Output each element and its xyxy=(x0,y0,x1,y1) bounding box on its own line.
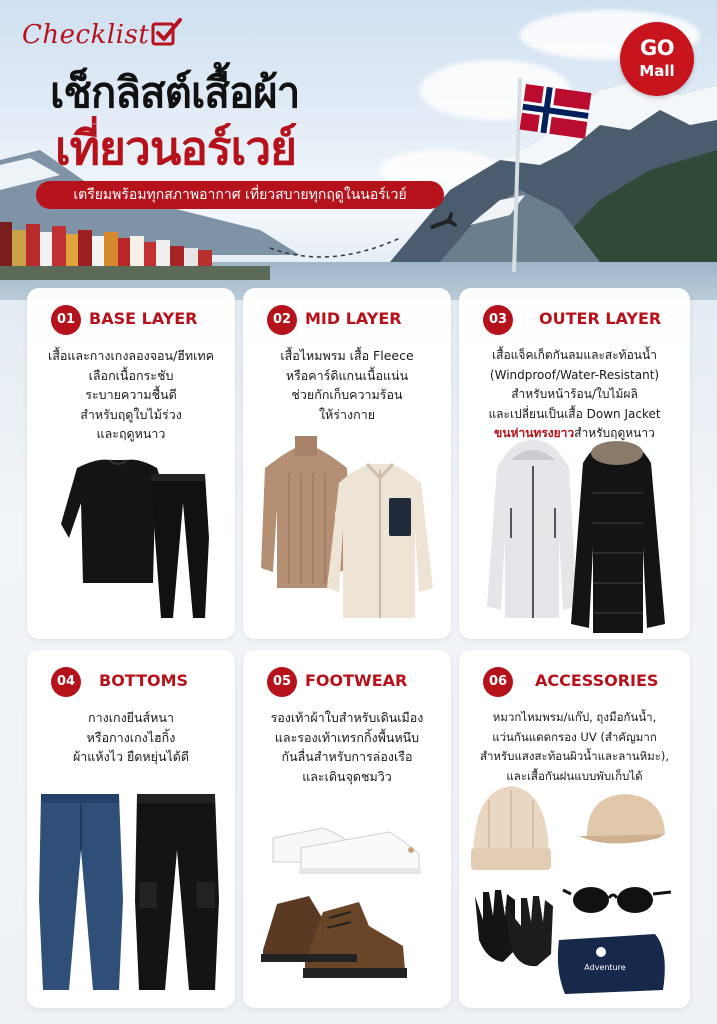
card-number: 05 xyxy=(267,667,297,697)
desc-line: (Windproof/Water-Resistant) xyxy=(489,367,660,382)
desc-line: เลือกเนื้อกระชับ xyxy=(88,367,174,383)
pouch-label: Adventure xyxy=(584,963,626,972)
gomall-logo[interactable] xyxy=(620,22,694,96)
white-sneakers xyxy=(273,828,421,874)
trekking-boots xyxy=(261,896,407,978)
title-line-1: เช็กลิสต์เสื้อผ้า xyxy=(50,68,300,117)
windproof-jacket xyxy=(487,440,577,618)
cap xyxy=(579,794,665,844)
desc-line: สำหรับฤดูใบไม้ร่วง xyxy=(80,406,182,422)
mid-layer-illustration xyxy=(243,288,451,639)
bottoms-illustration xyxy=(27,650,235,1008)
desc-line: รองเท้าผ้าใบสำหรับเดินเมือง xyxy=(270,710,424,725)
card-footwear xyxy=(243,650,451,1008)
logo-text-mall: Mall xyxy=(639,62,675,80)
card-title: ACCESSORIES xyxy=(535,671,659,690)
desc-line: ระบายความชื้นดี xyxy=(85,387,177,402)
desc-line: เสื้อแจ็คเก็ตกันลมและสะท้อนน้ำ xyxy=(492,348,657,362)
card-number: 01 xyxy=(51,305,81,335)
accessories-illustration xyxy=(459,650,690,1008)
desc-line: แว่นกันแดดกรอง UV (สำคัญมาก xyxy=(492,729,657,744)
desc-line: หมวกไหมพรม/แก๊ป, ถุงมือกันน้ำ, xyxy=(492,710,657,724)
card-title: MID LAYER xyxy=(305,309,402,328)
card-number: 02 xyxy=(267,305,297,335)
card-number: 06 xyxy=(483,667,513,697)
gloves xyxy=(475,890,553,966)
card-number: 03 xyxy=(483,305,513,335)
card-bottoms xyxy=(27,650,235,1008)
footwear-illustration xyxy=(243,650,451,1008)
outer-layer-illustration xyxy=(459,288,690,639)
desc-line: กันลื่นสำหรับการล่องเรือ xyxy=(281,749,413,764)
highlight-text: ขนห่านทรงยาว xyxy=(494,426,575,440)
desc-line: และเสื้อกันฝนแบบพับเก็บได้ xyxy=(506,768,643,783)
card-base-layer xyxy=(27,288,235,639)
desc-line: และเดินจุดชมวิว xyxy=(302,768,392,784)
desc-line: และรองเท้าเทรกกิ้งพื้นหนึบ xyxy=(274,729,420,745)
sunglasses xyxy=(563,887,671,913)
desc-line: ช่วยกักเก็บความร้อน xyxy=(291,387,403,402)
desc-line: และเปลี่ยนเป็นเสื้อ Down Jacket xyxy=(488,406,661,421)
norway-flag xyxy=(520,84,592,139)
card-title: FOOTWEAR xyxy=(305,671,408,690)
checklist-label: Checklist xyxy=(22,20,150,50)
title-line-2: เที่ยวนอร์เวย์ xyxy=(55,121,297,175)
desc-line: หรือกางเกงไฮกิ้ง xyxy=(86,729,176,745)
beanie xyxy=(471,786,551,870)
base-leggings xyxy=(151,474,209,618)
desc-line: เสื้อและกางเกงลองจอน/ฮีทเทค xyxy=(47,348,215,363)
card-accessories xyxy=(459,650,690,1008)
card-title: OUTER LAYER xyxy=(539,309,662,328)
desc-line: สำหรับหน้าร้อน/ใบไม้ผลิ xyxy=(511,387,638,401)
desc-line: หรือคาร์ดิแกนเนื้อแน่น xyxy=(285,367,409,383)
card-number: 04 xyxy=(51,667,81,697)
desc-line: และฤดูหนาว xyxy=(96,426,166,441)
logo-text-go: GO xyxy=(639,36,675,60)
base-layer-illustration xyxy=(27,288,235,639)
desc-line: ให้ร่างกาย xyxy=(318,406,376,422)
desc-line: ผ้าแห้งไว ยืดหยุ่นได้ดี xyxy=(72,749,190,764)
subtitle-banner: เตรียมพร้อมทุกสภาพอากาศ เที่ยวสบายทุกฤดูในนอร์เวย์ xyxy=(36,181,444,209)
long-down-jacket xyxy=(571,441,665,633)
desc-line: กางเกงยีนส์หนา xyxy=(88,710,174,725)
card-outer-layer xyxy=(459,288,690,639)
highlight-rest-text: สำหรับฤดูหนาว xyxy=(574,426,655,440)
jeans xyxy=(39,794,123,990)
cargo-pants xyxy=(135,794,219,990)
card-title: BASE LAYER xyxy=(89,309,198,328)
checkbox-icon xyxy=(150,16,182,48)
card-title: BOTTOMS xyxy=(99,671,189,690)
card-mid-layer xyxy=(243,288,451,639)
desc-line: สำหรับแสงสะท้อนผิวน้ำและลานหิมะ), xyxy=(479,749,670,763)
desc-line: เสื้อไหมพรม เสื้อ Fleece xyxy=(280,348,414,363)
